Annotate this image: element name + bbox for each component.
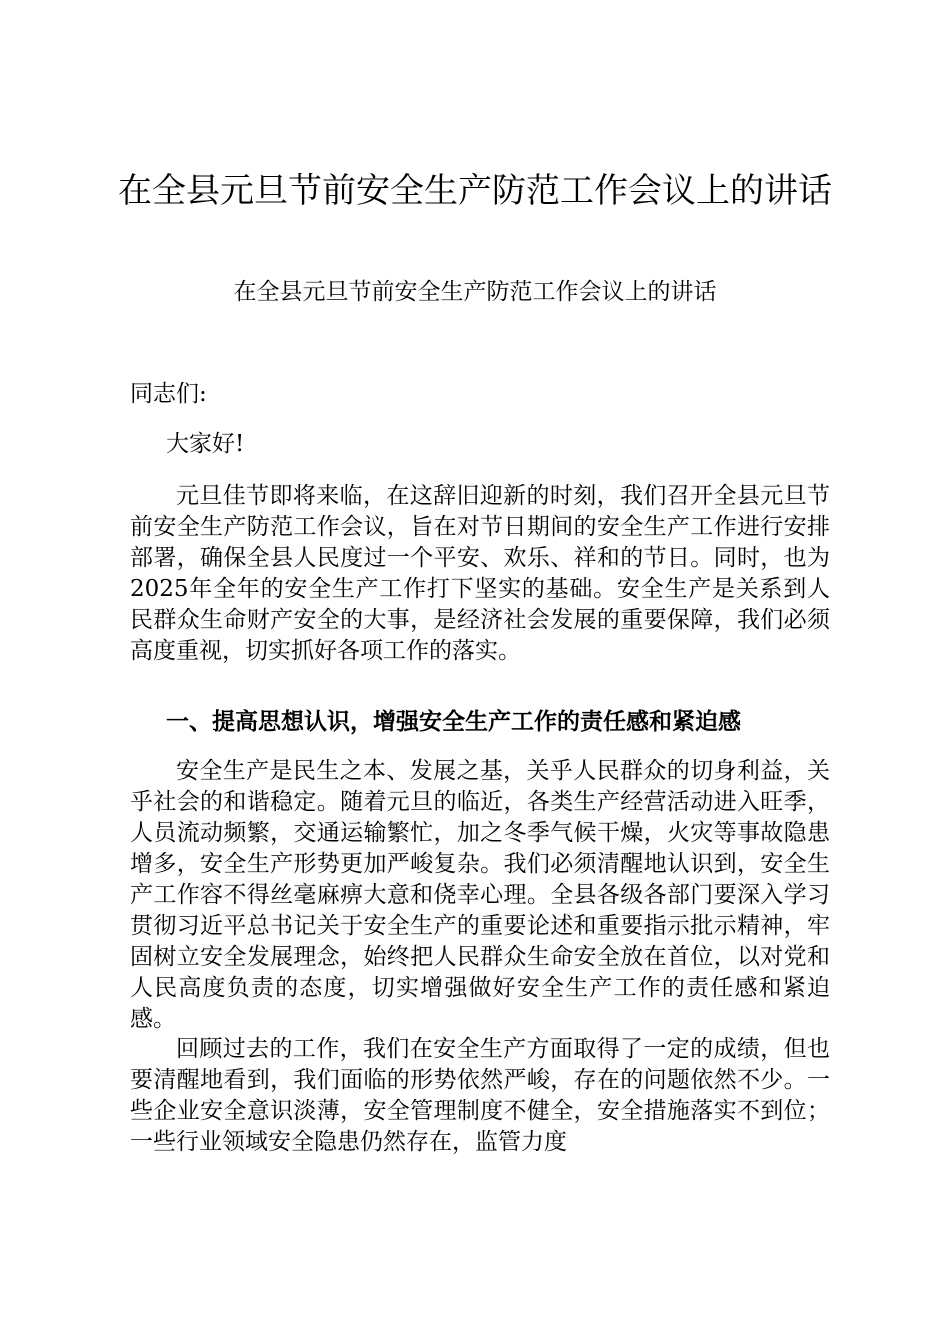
document-title: 在全县元旦节前安全生产防范工作会议上的讲话: [118, 171, 832, 211]
paragraph-review: 回顾过去的工作，我们在安全生产方面取得了一定的成绩，但也要清醒地看到，我们面临的形势依然严峻，存在的问题依然不少。一些企业安全意识淡薄，安全管理制度不健全，安全措施落实不到位；一些行业领域安全隐患仍然存在，监管力度: [130, 1036, 830, 1155]
salutation: 同志们:: [130, 381, 207, 407]
document-subtitle: 在全县元旦节前安全生产防范工作会议上的讲话: [233, 279, 717, 305]
paragraph-section-1: 安全生产是民生之本、发展之基，关乎人民群众的切身利益，关乎社会的和谐稳定。随着元旦的临近，各类生产经营活动进入旺季，人员流动频繁，交通运输繁忙，加之冬季气候干燥，火灾等事故隐患增多，安全生产形势更加严峻复杂。我们必须清醒地认识到，安全生产工作容不得丝毫麻痹大意和侥幸心理。全县各级各部门要深入学习贯彻习近平总书记关于安全生产的重要论述和重要指示批示精神，牢固树立安全发展理念，始终把人民群众生命安全放在首位，以对党和人民高度负责的态度，切实增强做好安全生产工作的责任感和紧迫感。: [130, 758, 830, 1032]
section-heading-1: 一、提高思想认识，增强安全生产工作的责任感和紧迫感: [166, 708, 741, 735]
paragraph-intro: 元旦佳节即将来临，在这辞旧迎新的时刻，我们召开全县元旦节前安全生产防范工作会议，旨在对节日期间的安全生产工作进行安排部署，确保全县人民度过一个平安、欢乐、祥和的节日。同时，也为2025年全年的安全生产工作打下坚实的基础。安全生产是关系到人民群众生命财产安全的大事，是经济社会发展的重要保障，我们必须高度重视，切实抓好各项工作的落实。: [130, 483, 830, 664]
greeting: 大家好!: [166, 431, 245, 457]
